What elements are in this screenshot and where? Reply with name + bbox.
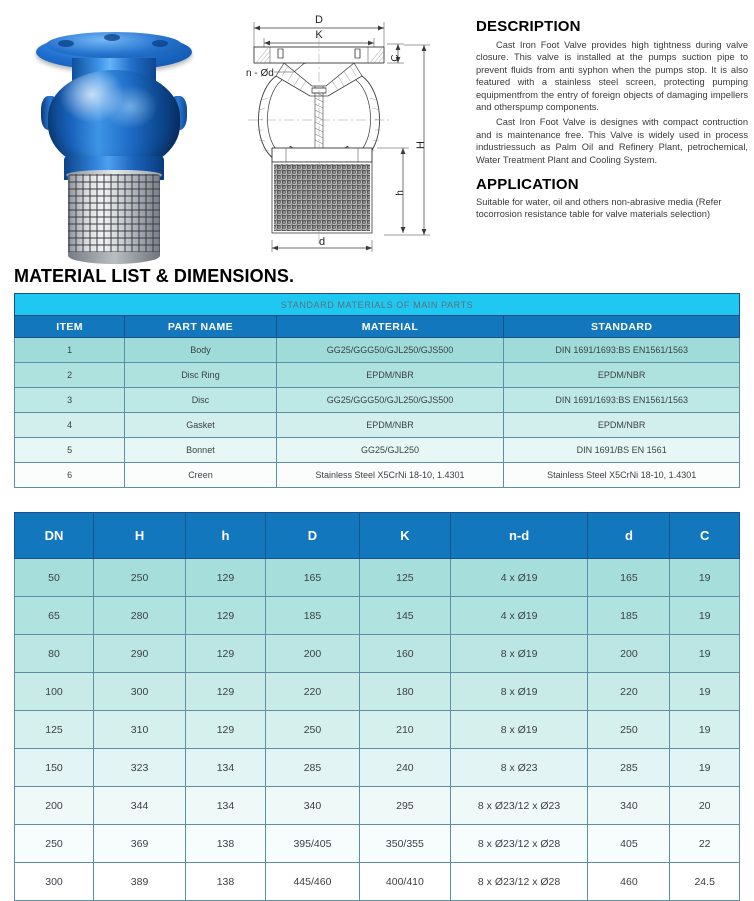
dim-h: 129 <box>186 673 266 711</box>
materials-col-standard: STANDARD <box>504 316 740 338</box>
materials-col-item: ITEM <box>15 316 125 338</box>
dim-d: 185 <box>588 597 670 635</box>
dim-col-dn: DN <box>15 513 94 559</box>
page-title: MATERIAL LIST & DIMENSIONS. <box>14 266 295 286</box>
dim-dn: 50 <box>15 559 94 597</box>
drawing-label-h: h <box>395 190 406 196</box>
dim-C: 19 <box>670 711 740 749</box>
table-row <box>15 559 740 597</box>
material-item: 6 <box>15 463 125 488</box>
dim-K: 210 <box>360 711 451 749</box>
table-row <box>15 825 740 863</box>
materials-table <box>14 293 740 488</box>
dim-n-d: 8 x Ø23/12 x Ø28 <box>450 825 588 863</box>
strainer-bottom <box>68 252 160 264</box>
dim-h: 129 <box>186 635 266 673</box>
material-material: EPDM/NBR <box>276 363 504 388</box>
dim-K: 145 <box>360 597 451 635</box>
dim-H: 250 <box>94 559 186 597</box>
dim-h: 134 <box>186 787 266 825</box>
dimensions-table <box>14 512 740 901</box>
description-title: DESCRIPTION <box>476 18 581 35</box>
dim-C: 19 <box>670 559 740 597</box>
dim-n-d: 8 x Ø19 <box>450 711 588 749</box>
material-standard: EPDM/NBR <box>504 413 740 438</box>
table-spacer <box>0 488 754 512</box>
material-material: GG25/GGG50/GJL250/GJS500 <box>276 388 504 413</box>
dim-K: 180 <box>360 673 451 711</box>
material-standard: Stainless Steel X5CrNi 18-10, 1.4301 <box>504 463 740 488</box>
material-item: 4 <box>15 413 125 438</box>
materials-col-part-name: PART NAME <box>125 316 277 338</box>
materials-banner-row <box>15 294 740 316</box>
dim-h: 129 <box>186 711 266 749</box>
foot-valve-illustration <box>24 18 204 248</box>
dim-K: 350/355 <box>360 825 451 863</box>
dim-col-h: h <box>186 513 266 559</box>
materials-col-material: MATERIAL <box>276 316 504 338</box>
dim-d: 405 <box>588 825 670 863</box>
dim-col-n-d: n-d <box>450 513 588 559</box>
description-application-pane <box>468 0 754 262</box>
dim-d: 250 <box>588 711 670 749</box>
material-part-name: Gasket <box>125 413 277 438</box>
dim-col-D: D <box>265 513 359 559</box>
drawing-label-n-d: n - Ød <box>246 68 274 79</box>
dim-H: 290 <box>94 635 186 673</box>
dim-D: 445/460 <box>265 863 359 901</box>
dim-H: 344 <box>94 787 186 825</box>
dim-n-d: 4 x Ø19 <box>450 559 588 597</box>
dim-dn: 80 <box>15 635 94 673</box>
material-material: EPDM/NBR <box>276 413 504 438</box>
dim-D: 395/405 <box>265 825 359 863</box>
stainless-steel-strainer <box>68 174 160 260</box>
flange-bolt-hole <box>58 40 74 47</box>
dim-h: 129 <box>186 597 266 635</box>
materials-header-row <box>15 316 740 338</box>
dim-h: 138 <box>186 825 266 863</box>
dim-d: 340 <box>588 787 670 825</box>
material-standard: DIN 1691/1693:BS EN1561/1563 <box>504 338 740 363</box>
cross-section-drawing <box>232 0 468 262</box>
dim-col-d: d <box>588 513 670 559</box>
dim-C: 19 <box>670 673 740 711</box>
table-row <box>15 463 740 488</box>
material-material: GG25/GJL250 <box>276 438 504 463</box>
dim-H: 310 <box>94 711 186 749</box>
material-part-name: Bonnet <box>125 438 277 463</box>
dim-d: 200 <box>588 635 670 673</box>
material-part-name: Disc Ring <box>125 363 277 388</box>
material-standard: DIN 1691/1693:BS EN1561/1563 <box>504 388 740 413</box>
dim-dn: 300 <box>15 863 94 901</box>
dim-C: 20 <box>670 787 740 825</box>
drawing-label-d: d <box>318 236 326 248</box>
dimensions-header-row <box>15 513 740 559</box>
dim-K: 160 <box>360 635 451 673</box>
dim-d: 165 <box>588 559 670 597</box>
table-row <box>15 673 740 711</box>
dim-H: 280 <box>94 597 186 635</box>
material-part-name: Body <box>125 338 277 363</box>
product-photo <box>0 0 232 262</box>
product-overview-section <box>0 0 754 262</box>
dimensions-table-wrap <box>14 512 740 901</box>
application-text: Suitable for water, oil and others non-abrasive media (Refer tocorrosion resistance table for valve materials selection) <box>476 197 722 220</box>
dim-C: 19 <box>670 635 740 673</box>
dim-n-d: 8 x Ø23 <box>450 749 588 787</box>
table-row <box>15 597 740 635</box>
dim-col-C: C <box>670 513 740 559</box>
dim-dn: 100 <box>15 673 94 711</box>
dim-C: 22 <box>670 825 740 863</box>
flange-bolt-hole <box>152 40 168 47</box>
material-item: 2 <box>15 363 125 388</box>
dim-d: 460 <box>588 863 670 901</box>
dim-d: 220 <box>588 673 670 711</box>
material-standard: DIN 1691/BS EN 1561 <box>504 438 740 463</box>
dim-D: 200 <box>265 635 359 673</box>
dim-K: 295 <box>360 787 451 825</box>
dim-dn: 250 <box>15 825 94 863</box>
dim-K: 240 <box>360 749 451 787</box>
dim-h: 129 <box>186 559 266 597</box>
drawing-label-D: D <box>315 14 323 26</box>
description-paragraph-1: Cast Iron Foot Valve provides high tightness during valve closure. This valve is installed at the pumps suction pipe to prevent fluids from anti syphon when the pumps stop. It is also featured with a stainless steel screen, protecting pumping equipmentfrom the entry of foreign objects of damaging impellers and otherspump components. <box>476 40 748 113</box>
dim-n-d: 8 x Ø23/12 x Ø23 <box>450 787 588 825</box>
application-title: APPLICATION <box>476 176 579 194</box>
dim-dn: 65 <box>15 597 94 635</box>
dim-dn: 200 <box>15 787 94 825</box>
materials-banner-label: STANDARD MATERIALS OF MAIN PARTS <box>15 294 740 316</box>
dim-dn: 125 <box>15 711 94 749</box>
material-material: Stainless Steel X5CrNi 18-10, 1.4301 <box>276 463 504 488</box>
dim-C: 19 <box>670 597 740 635</box>
dim-H: 300 <box>94 673 186 711</box>
table-row <box>15 413 740 438</box>
dim-D: 220 <box>265 673 359 711</box>
dim-h: 134 <box>186 749 266 787</box>
technical-drawing <box>232 0 468 262</box>
dim-D: 250 <box>265 711 359 749</box>
table-row <box>15 438 740 463</box>
dim-D: 285 <box>265 749 359 787</box>
table-row <box>15 363 740 388</box>
description-paragraph-2: Cast Iron Foot Valve is designes with compact contruction and is maintenance free. This Valve is widely used in process industriessuch as Palm Oil and Refinery Plant, petrochemical, Water Treatment Plant and Cooling System. <box>476 117 748 165</box>
table-row <box>15 635 740 673</box>
dim-D: 165 <box>265 559 359 597</box>
dim-d: 285 <box>588 749 670 787</box>
dim-col-K: K <box>360 513 451 559</box>
dim-h: 138 <box>186 863 266 901</box>
material-standard: EPDM/NBR <box>504 363 740 388</box>
dim-n-d: 4 x Ø19 <box>450 597 588 635</box>
dim-H: 323 <box>94 749 186 787</box>
drawing-label-K: K <box>315 29 323 41</box>
dim-H: 389 <box>94 863 186 901</box>
dim-C: 19 <box>670 749 740 787</box>
drawing-label-H: H <box>415 141 427 149</box>
material-material: GG25/GGG50/GJL250/GJS500 <box>276 338 504 363</box>
dim-C: 24.5 <box>670 863 740 901</box>
table-row <box>15 749 740 787</box>
dim-n-d: 8 x Ø19 <box>450 673 588 711</box>
material-item: 1 <box>15 338 125 363</box>
flange-bolt-hole <box>104 34 120 41</box>
table-row <box>15 787 740 825</box>
dim-D: 340 <box>265 787 359 825</box>
material-item: 5 <box>15 438 125 463</box>
table-row <box>15 338 740 363</box>
dim-K: 400/410 <box>360 863 451 901</box>
dim-n-d: 8 x Ø19 <box>450 635 588 673</box>
dim-col-H: H <box>94 513 186 559</box>
dim-n-d: 8 x Ø23/12 x Ø28 <box>450 863 588 901</box>
material-part-name: Creen <box>125 463 277 488</box>
dim-D: 185 <box>265 597 359 635</box>
table-row <box>15 863 740 901</box>
material-part-name: Disc <box>125 388 277 413</box>
materials-table-wrap <box>14 293 740 488</box>
drawing-label-C: C <box>390 54 401 62</box>
dim-K: 125 <box>360 559 451 597</box>
dim-H: 369 <box>94 825 186 863</box>
table-row <box>15 711 740 749</box>
dim-dn: 150 <box>15 749 94 787</box>
material-item: 3 <box>15 388 125 413</box>
table-row <box>15 388 740 413</box>
